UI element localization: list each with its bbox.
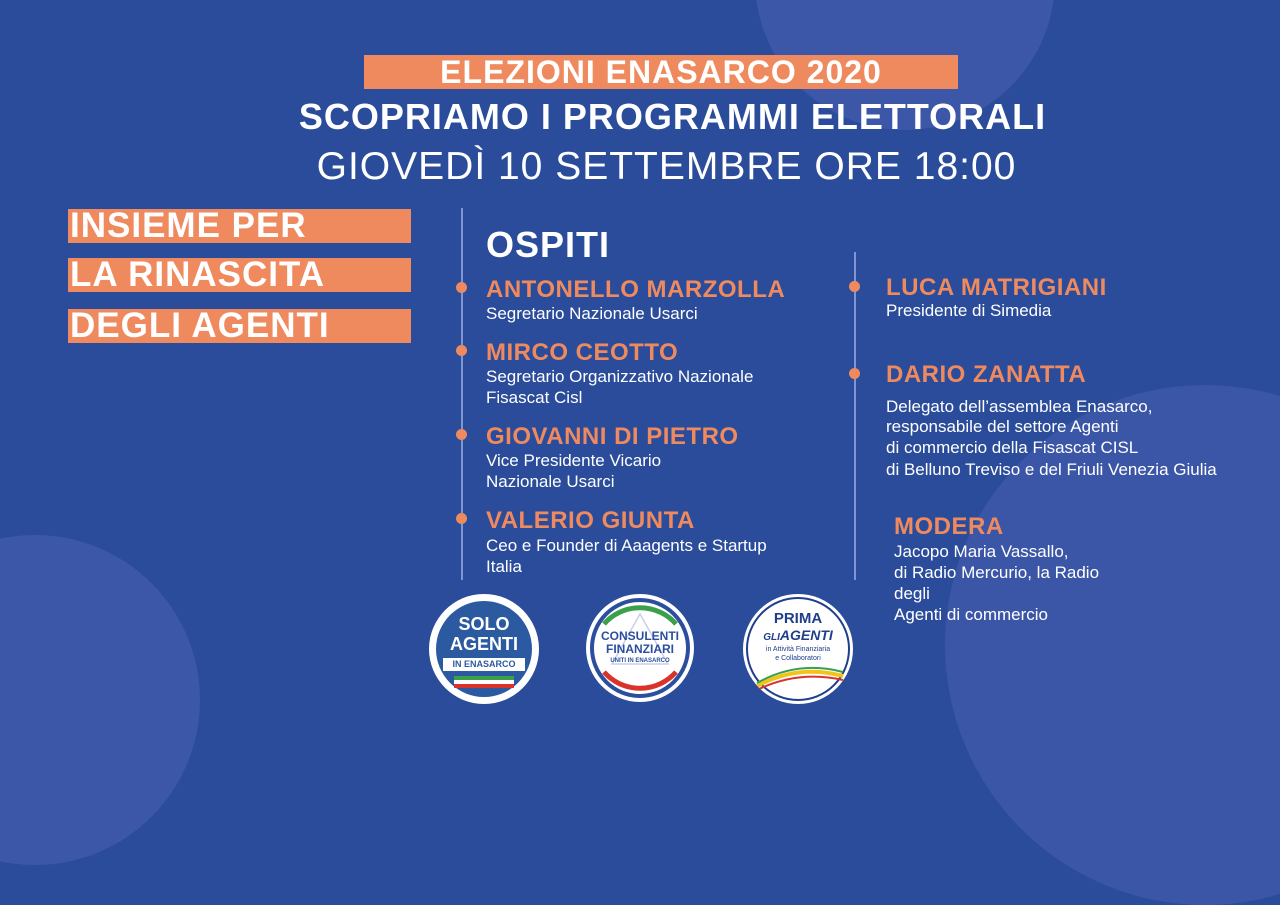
slogan-line-3: DEGLI AGENTI bbox=[68, 309, 411, 343]
prima-gli-agenti-logo bbox=[743, 594, 853, 704]
logo-subtext: e Collaboratori bbox=[775, 655, 821, 662]
timeline-dot bbox=[456, 429, 467, 440]
logo-text: AGENTI bbox=[449, 634, 518, 654]
event-datetime: GIOVEDÌ 10 SETTEMBRE ORE 18:00 bbox=[316, 145, 1017, 188]
guest-role: Segretario Nazionale Usarci bbox=[486, 304, 698, 323]
slogan-line-1: INSIEME PER bbox=[68, 209, 411, 243]
guest-name: LUCA MATRIGIANI bbox=[886, 274, 1107, 301]
guest-name: GIOVANNI DI PIETRO bbox=[486, 423, 739, 450]
logo-text: SOLO bbox=[458, 614, 510, 634]
event-title: ELEZIONI ENASARCO 2020 bbox=[364, 55, 958, 89]
guest-name: DARIO ZANATTA bbox=[886, 361, 1087, 388]
guest-name: ANTONELLO MARZOLLA bbox=[486, 276, 786, 303]
guest-role: Ceo e Founder di Aaagents e Startup bbox=[486, 536, 767, 555]
logo-subtext: IN ENASARCO bbox=[443, 658, 525, 671]
guests-heading: OSPITI bbox=[486, 224, 611, 265]
guest-role: Segretario Organizzativo Nazionale bbox=[486, 367, 754, 386]
decorative-circle-bottom-left bbox=[0, 535, 200, 865]
logo-subtext: in Attività Finanziaria bbox=[765, 646, 831, 653]
guest-role: di commercio della Fisascat CISL bbox=[886, 438, 1139, 457]
guest-role: Presidente di Simedia bbox=[886, 301, 1052, 320]
guest-role: Vice Presidente Vicario bbox=[486, 451, 662, 470]
moderator-line: Jacopo Maria Vassallo, bbox=[894, 542, 1069, 561]
event-subtitle: SCOPRIAMO I PROGRAMMI ELETTORALI bbox=[298, 96, 1047, 137]
slogan-line-2: LA RINASCITA bbox=[68, 258, 411, 292]
moderator-line: Agenti di commercio bbox=[894, 605, 1049, 624]
consulenti-finanziari-logo bbox=[586, 594, 694, 702]
guest-role: Fisascat Cisl bbox=[486, 388, 583, 407]
guest-role: di Belluno Treviso e del Friuli Venezia Giulia bbox=[886, 460, 1217, 479]
guest-role: Italia bbox=[486, 557, 522, 576]
guest-name: MIRCO CEOTTO bbox=[486, 339, 679, 366]
timeline-dot bbox=[849, 368, 860, 379]
moderator-line: degli bbox=[894, 584, 930, 603]
moderator-line: di Radio Mercurio, la Radio bbox=[894, 563, 1100, 582]
timeline-dot bbox=[456, 282, 467, 293]
logo-text: PRIMA bbox=[773, 610, 823, 627]
guest-role: Delegato dell’assemblea Enasarco, bbox=[886, 397, 1153, 416]
timeline-right bbox=[854, 252, 856, 580]
timeline-dot bbox=[456, 513, 467, 524]
logo-text: FINANZIARI bbox=[606, 642, 674, 656]
guest-role: Nazionale Usarci bbox=[486, 472, 615, 491]
timeline-left bbox=[461, 208, 463, 580]
logo-text: CONSULENTI bbox=[601, 629, 679, 643]
guest-role: responsabile del settore Agenti bbox=[886, 417, 1119, 436]
moderator-heading: MODERA bbox=[894, 513, 1004, 540]
logo-swoosh bbox=[743, 594, 853, 704]
guest-name: VALERIO GIUNTA bbox=[486, 507, 695, 534]
timeline-dot bbox=[849, 281, 860, 292]
logo-text: GLI bbox=[763, 632, 780, 643]
solo-agenti-logo bbox=[429, 594, 539, 704]
flag-stripe bbox=[454, 684, 514, 688]
logo-text: AGENTI bbox=[779, 627, 833, 643]
timeline-dot bbox=[456, 345, 467, 356]
logo-subtext: UNITI IN ENASARCO bbox=[610, 658, 670, 664]
